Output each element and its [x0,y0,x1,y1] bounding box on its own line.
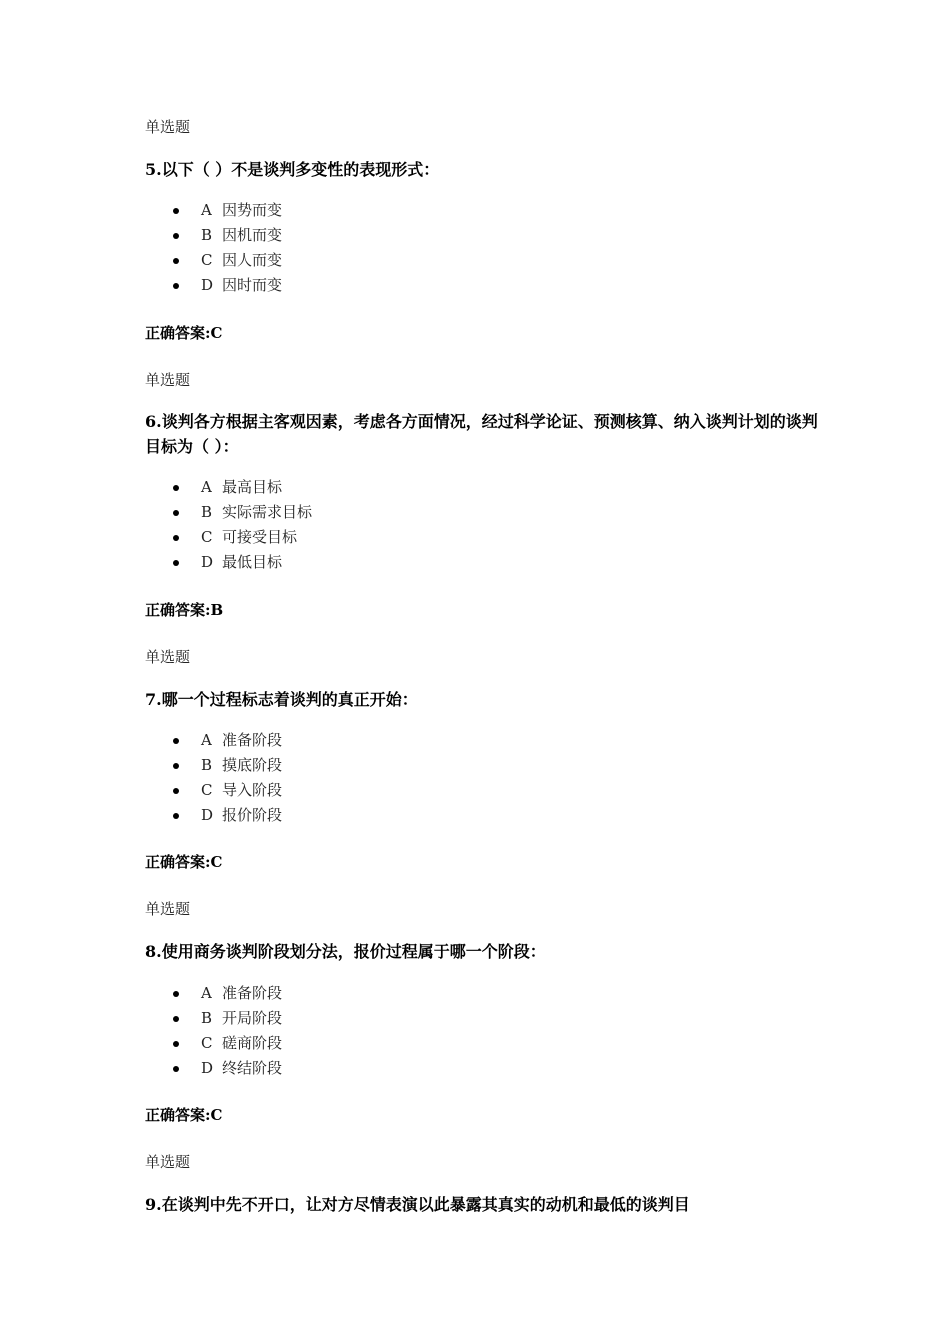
option-letter: D [201,553,214,571]
question-title: 8.使用商务谈判阶段划分法，报价过程属于哪一个阶段： [145,942,546,961]
option-text: 可接受目标 [222,528,298,546]
option-letter: B [201,226,213,244]
option-text: 摸底阶段 [222,756,283,774]
option-text: 因机而变 [222,226,283,244]
bullet-icon [173,283,179,289]
bullet-icon [173,1041,179,1047]
question-type-label: 单选题 [145,1153,191,1171]
option-letter: C [201,251,213,269]
option-letter: B [201,503,213,521]
bullet-icon [173,535,179,541]
bullet-icon [173,813,179,819]
question-title: 6.谈判各方根据主客观因素，考虑各方面情况，经过科学论证、预测核算、纳入谈判计划的谈判目标为（ ）： [145,412,818,456]
correct-answer: 正确答案:C [145,853,223,871]
question-type-label: 单选题 [145,371,191,389]
option-text: 准备阶段 [222,731,283,749]
option-letter: D [201,1059,214,1077]
option-text: 磋商阶段 [222,1034,283,1052]
option-letter: B [201,1009,213,1027]
option-text: 最高目标 [222,478,283,496]
option-text: 报价阶段 [222,806,283,824]
bullet-icon [173,1016,179,1022]
option-letter: A [201,731,212,749]
bullet-icon [173,560,179,566]
question-title: 5.以下（ ）不是谈判多变性的表现形式： [145,160,440,179]
option-letter: D [201,806,214,824]
option-text: 因人而变 [222,251,283,269]
question-type-label: 单选题 [145,648,191,666]
bullet-icon [173,258,179,264]
option-letter: A [201,478,212,496]
option-text: 导入阶段 [222,781,283,799]
option-text: 准备阶段 [222,984,283,1002]
option-text: 因势而变 [222,201,283,219]
option-text: 最低目标 [222,553,283,571]
bullet-icon [173,738,179,744]
option-text: 实际需求目标 [222,503,313,521]
bullet-icon [173,208,179,214]
question-title: 9.在谈判中先不开口，让对方尽情表演以此暴露其真实的动机和最低的谈判目 [145,1195,690,1214]
bullet-icon [173,788,179,794]
question-type-label: 单选题 [145,118,191,136]
option-letter: C [201,781,213,799]
option-letter: A [201,984,212,1002]
option-letter: C [201,528,213,546]
correct-answer: 正确答案:C [145,1106,223,1124]
bullet-icon [173,991,179,997]
bullet-icon [173,485,179,491]
question-type-label: 单选题 [145,900,191,918]
option-letter: B [201,756,213,774]
option-letter: A [201,201,212,219]
bullet-icon [173,763,179,769]
question-title: 7.哪一个过程标志着谈判的真正开始： [145,690,418,709]
option-letter: C [201,1034,213,1052]
bullet-icon [173,233,179,239]
correct-answer: 正确答案:B [145,601,224,619]
option-text: 因时而变 [222,276,283,294]
correct-answer: 正确答案:C [145,324,223,342]
option-letter: D [201,276,214,294]
option-text: 终结阶段 [222,1059,283,1077]
option-text: 开局阶段 [222,1009,283,1027]
bullet-icon [173,1066,179,1072]
bullet-icon [173,510,179,516]
